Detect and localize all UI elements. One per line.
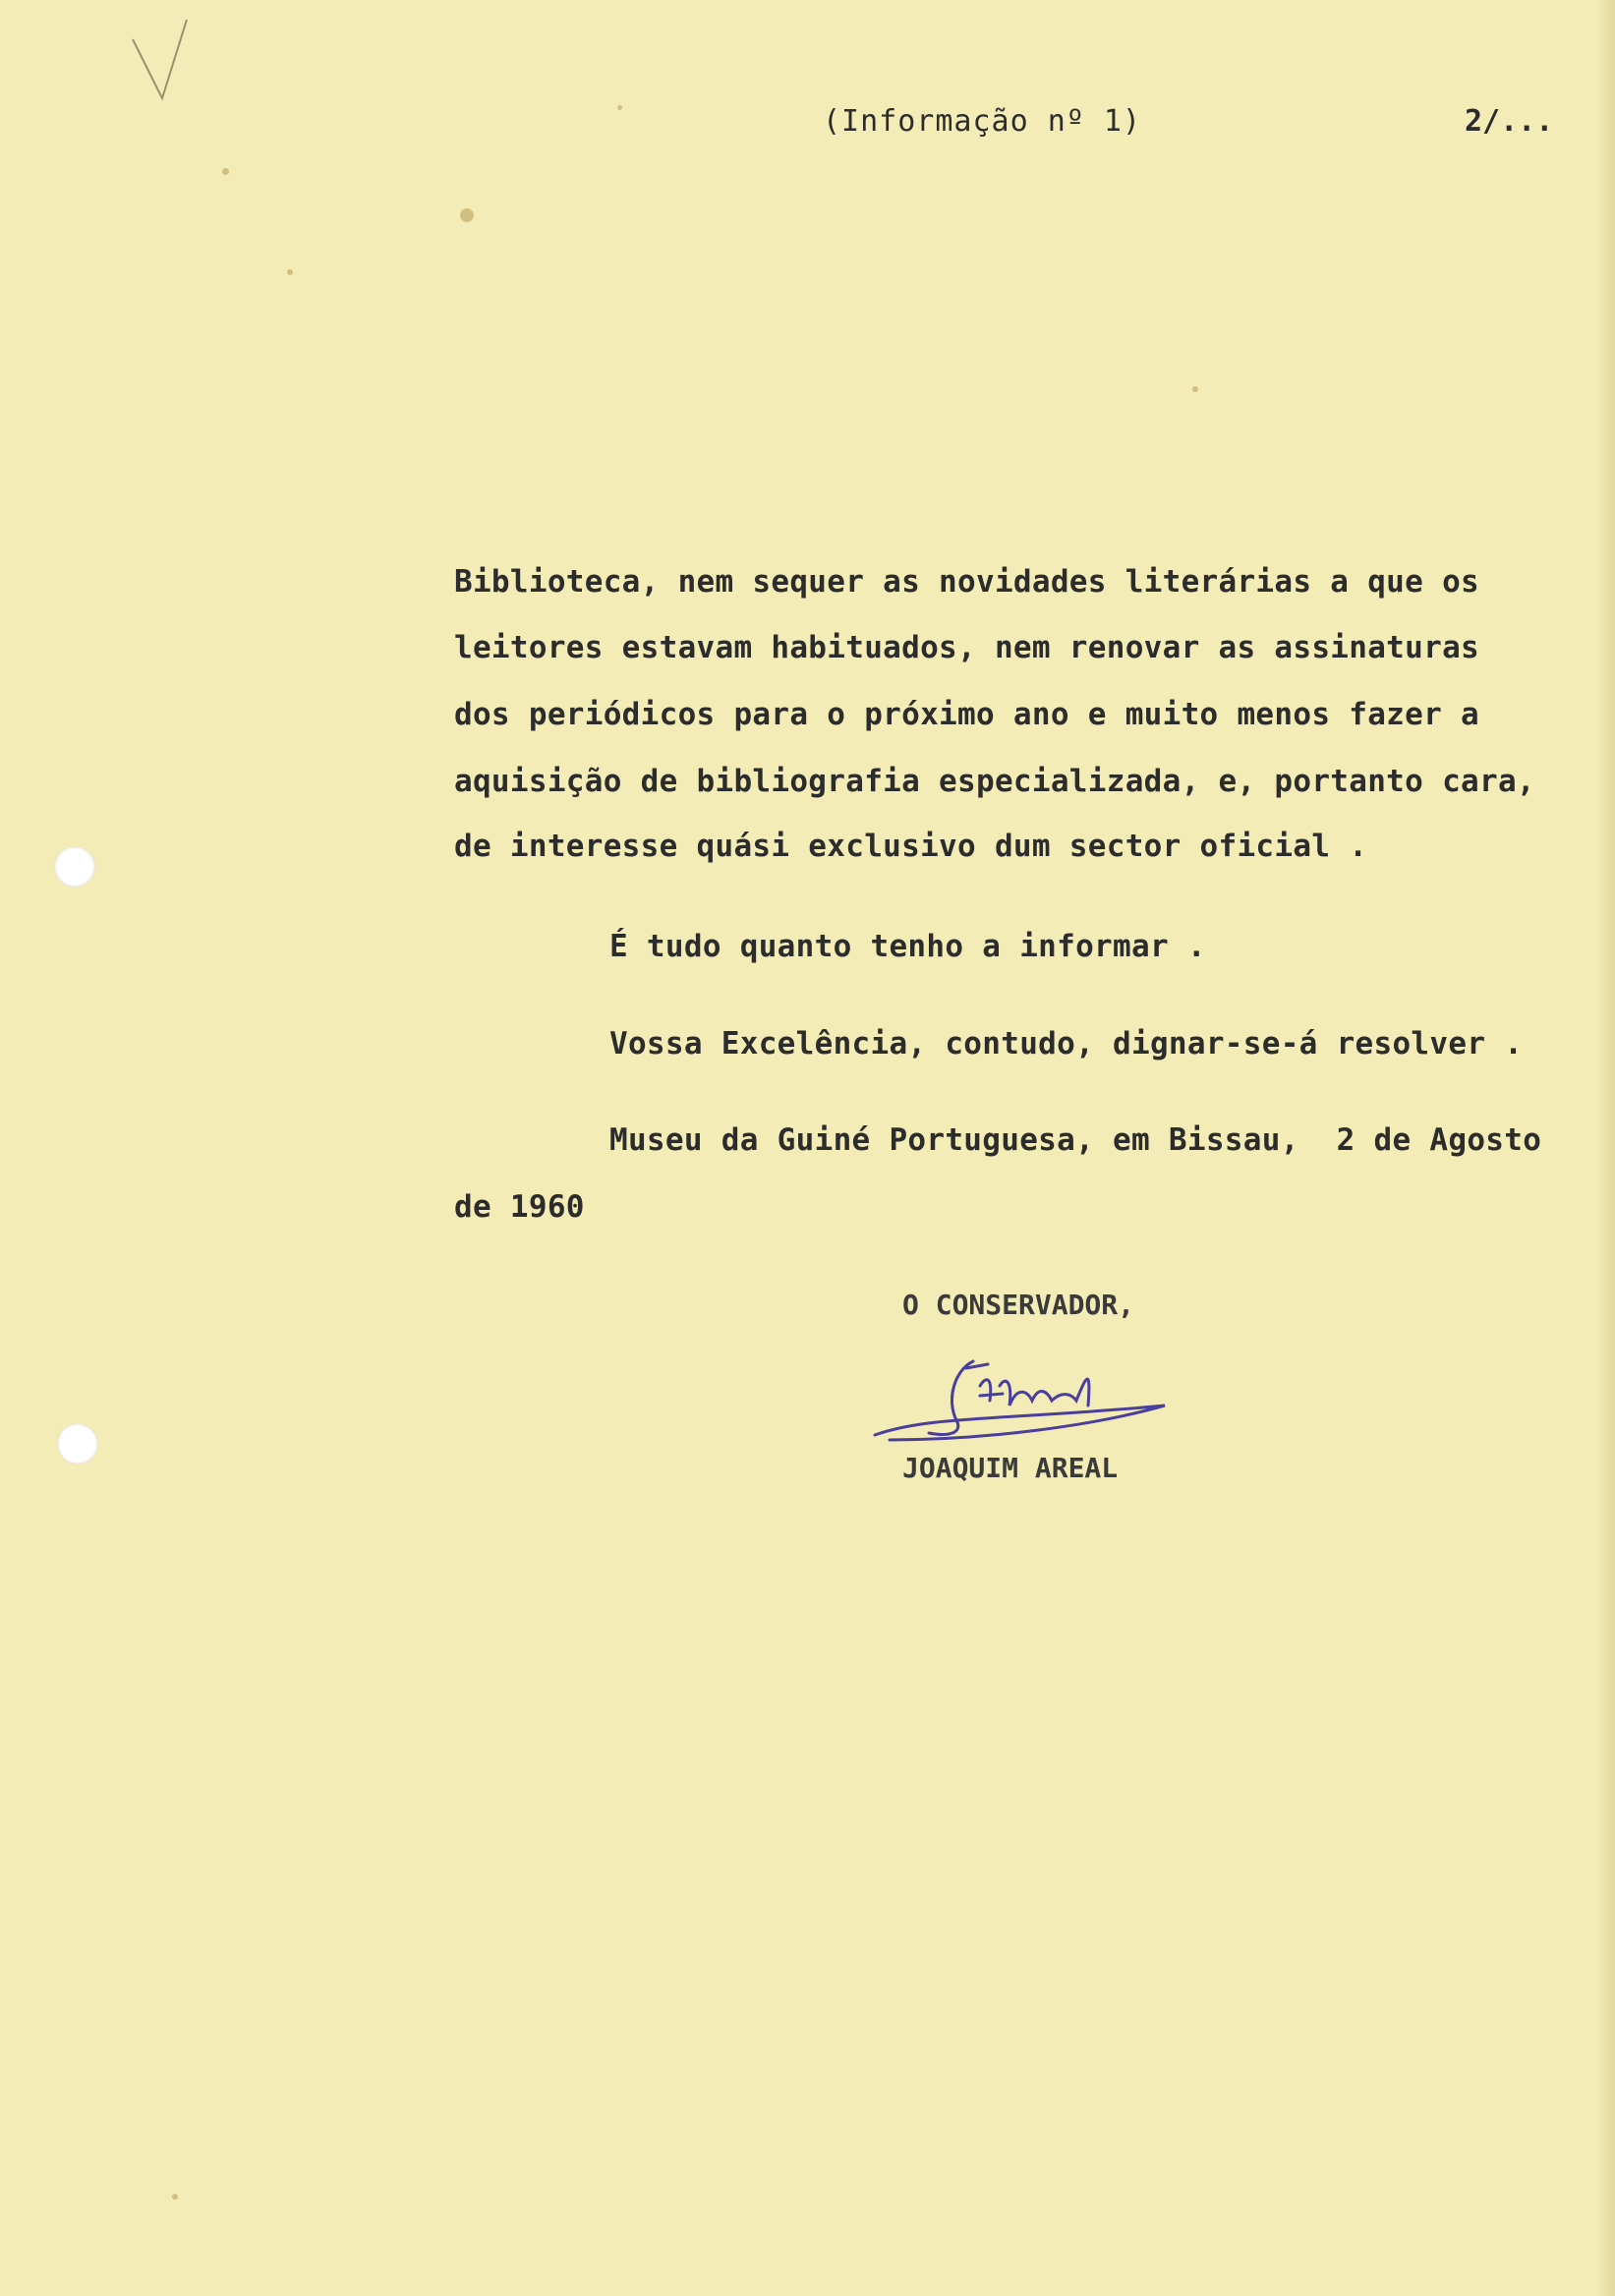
body-text-line: aquisição de bibliografia especializada, e, portanto cara,	[454, 764, 1535, 799]
paper-speck	[617, 105, 622, 110]
paper-speck	[287, 269, 293, 275]
handwritten-signature	[870, 1347, 1175, 1455]
paper-edge-shadow	[1595, 0, 1615, 2296]
signatory-name: JOAQUIM AREAL	[902, 1452, 1119, 1484]
paper-speck	[1192, 386, 1198, 392]
punch-hole	[54, 846, 95, 888]
body-text-line: leitores estavam habituados, nem renovar as assinaturas	[454, 630, 1479, 665]
punch-hole	[57, 1423, 98, 1464]
place-date-line: Museu da Guiné Portuguesa, em Bissau, 2 de Agosto	[609, 1122, 1542, 1158]
body-text-line: dos periódicos para o próximo ano e muito menos fazer a	[454, 697, 1479, 732]
body-text-line: de interesse quási exclusivo dum sector oficial .	[454, 829, 1368, 864]
torn-corner-mark	[128, 0, 197, 108]
closing-request: Vossa Excelência, contudo, dignar-se-á resolver .	[609, 1026, 1524, 1062]
body-text-line: Biblioteca, nem sequer as novidades literárias a que os	[454, 564, 1479, 600]
paper-speck	[460, 208, 474, 222]
signatory-title: O CONSERVADOR,	[902, 1289, 1135, 1321]
paper-speck	[222, 168, 229, 175]
paper-speck	[172, 2194, 178, 2200]
page-number: 2/...	[1465, 104, 1554, 139]
closing-statement: É tudo quanto tenho a informar .	[609, 929, 1206, 964]
place-date-year: de 1960	[454, 1189, 585, 1225]
document-reference: (Informação nº 1)	[823, 104, 1142, 139]
